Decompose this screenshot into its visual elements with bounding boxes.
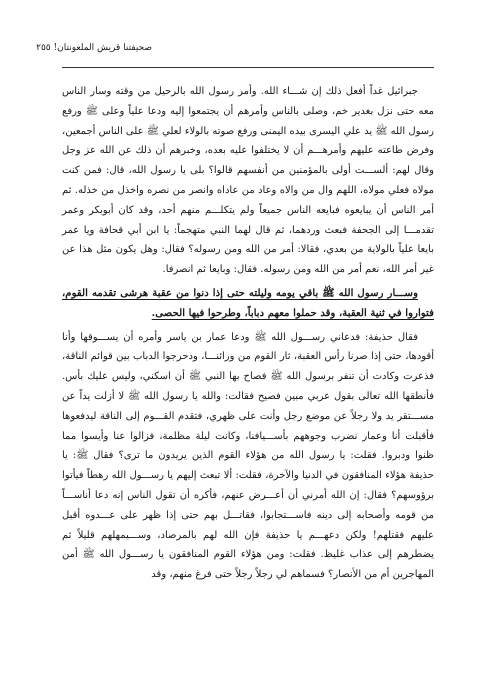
running-header	[36, 42, 152, 54]
body-text	[62, 82, 434, 585]
paragraph-2: فقال حذيفة: فدعاني رســـول الله ﷺ ودعا عمار بن ياسر وأمره أن يســـوقها وأنا أقودها، حتى إذا صرنا رأس العقبة، ثار القوم من ورائنـــا، ودحرجوا الدباب بين قوائم الناقة، فذعرت وكادت أن تنفر برسول الله ﷺ فصاح بها النبي ﷺ أن اسكني، وليس عليك بأس. فأنطقها الله تعالى بقول عربي مبين فصيح فقالت: والله يا رسول الله ﷺ لا أزلت يداً عن مســـتقر يد ولا رجلاً عن موضع رجل وأنت على ظهري، فتقدم القـــوم إلى الناقة ليدفعوها فأقبلت أنا وعمار نضرب وجوههم بأســـيافنا، وكانت ليلة مظلمة، فزالوا عنا وأيسوا مما ظنوا ودبروا. فقلت: يا رسول الله من هؤلاء القوم الذين يريدون ما ترى؟ فقال ﷺ: يا حذيفة هؤلاء المنافقون في الدنيا والآخرة، فقلت: ألا تبعث إليهم يا رســـول الله رهطاً فيأتوا برؤوسهم؟ فقال: إن الله أمرني أن أعـــرض عنهم، فأكره أن تقول الناس إنه دعا أناســـاً من قومه وأصحابه إلى دينه فاســـتجابوا، فقاتـــل بهم حتى إذا ظهر على عـــدوه أقبل عليهم فقتلهم! ولكن دعهـــم يا حذيفة فإن الله لهم بالمرصاد، وســـيمهلهم قليلاً ثم يضطرهم إلى عذاب غليظ. فقلت: ومن هؤلاء القوم المنافقون يا رســـول الله ﷺ أمن المهاجرين أم من الأنصار؟ فسماهم لي رجلاً رجلاً حتى فرغ منهم، وقد	[62, 331, 434, 581]
header-page-number: ٢٥٥	[36, 43, 51, 53]
paragraph-1: جبرائيل غداً أفعل ذلك إن شـــاء الله. وأمر رسول الله بالرحيل من وقته وسار الناس معه حتى نزل بغدير خم، وصلى بالناس وأمرهم أن يجتمعوا إليه ودعا علياً وعلى ﷺ ورفع رسول الله ﷺ يد علي اليسرى بيده اليمنى ورفع صوته بالولاء لعلي ﷺ على الناس أجمعين، وفرض طاعته عليهم وأمرهـــم أن لا يختلفوا عليه بعده، وخبرهم أن ذلك عن الله عز وجل وقال لهم: ألســـت أولى بالمؤمنين من أنفسهم قالوا؟ بلى يا رسول الله، قال: فمن كنت مولاه فعلي مولاه، اللهم وال من والاه وعاد من عاداه وانصر من نصره واخذل من خذله. ثم أمر الناس أن يبايعوه فبايعه الناس جميعاً ولم يتكلـــم منهم أحد، وقد كان أبوبكر وعمر تقدمـــا إلى الجحفة فبعث وردهما، ثم قال لهما النبي متهجماً: يا ابن أبي قحافة ويا عمر بايعا علياً بالولاية من بعدي، فقالا: أمر من الله ومن رسوله؟ فقال: وهل يكون مثل هذا عن غير أمر الله، نعم أمر من الله ومن رسوله. فقال: وبايعا ثم انصرفا.	[62, 86, 434, 276]
header-divider	[62, 67, 434, 68]
section-heading: وســـار رسول الله ﷺ باقي يومه وليلته حتى إذا دنوا من عقبة هرشى تقدمه القوم، فتواروا في ثنية العقبة، وقد حملوا معهم دباباً، وطرحوا فيها الحصى.	[62, 286, 434, 319]
header-title: صحيفتنا قريش الملعونتان!	[53, 43, 152, 53]
